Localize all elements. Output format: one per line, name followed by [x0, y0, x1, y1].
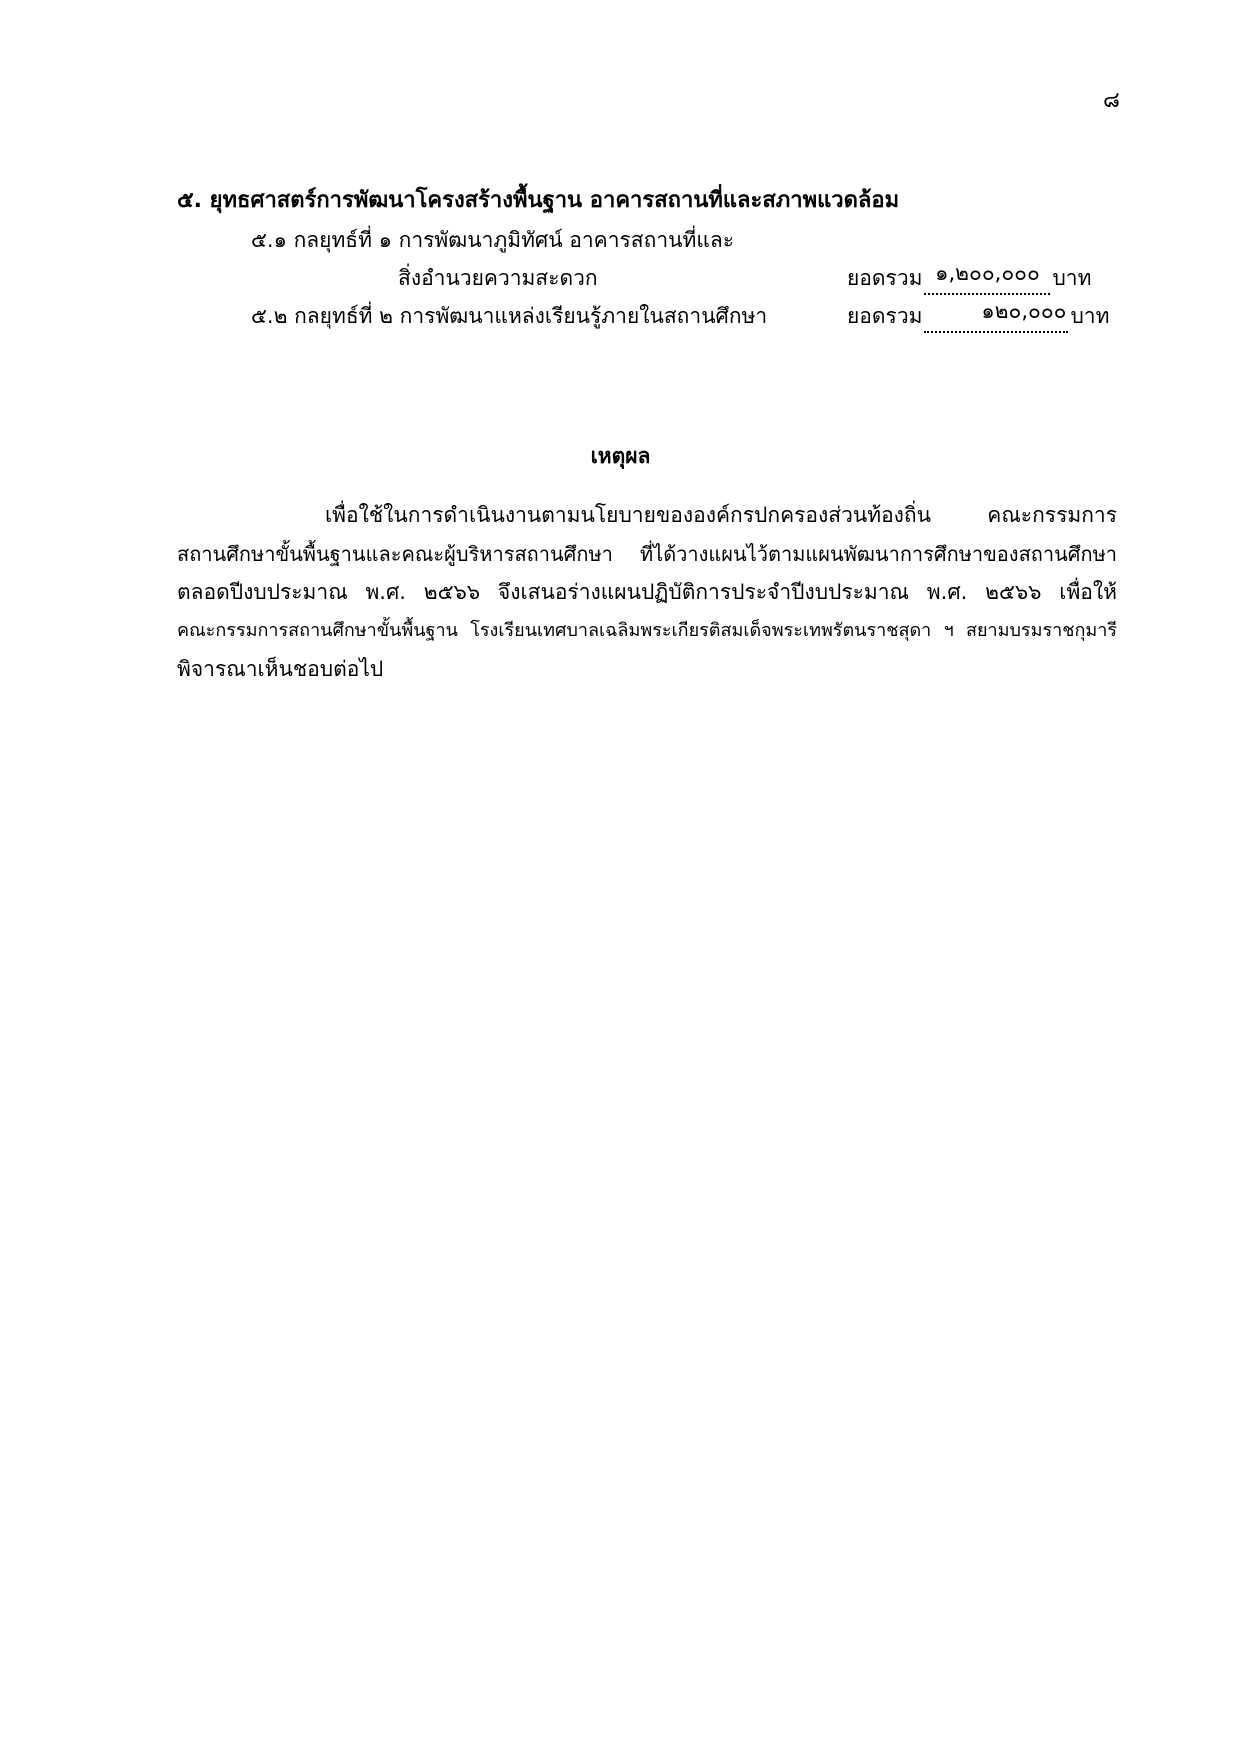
strategy-2-total [847, 300, 1117, 333]
reason-line: คณะกรรมการสถานศึกษาขั้นพื้นฐาน โรงเรียนเทศบาลเฉลิมพระเกียรติสมเด็จพระเทพรัตนราชสุดา ฯ สยามบรมราชกุมารี [177, 619, 1117, 641]
strategy-1-line-2: สิ่งอำนวยความสะดวก [398, 266, 598, 290]
strategy-2-total-label: ยอดรวม [847, 304, 923, 328]
reason-line: พิจารณาเห็นชอบต่อไป [177, 657, 384, 681]
strategy-1-line-1: ๕.๑ กลยุทธ์ที่ ๑ การพัฒนาภูมิทัศน์ อาคารสถานที่และ [251, 228, 735, 252]
page-number: ๘ [1103, 88, 1120, 113]
reason-line: เพื่อใช้ในการดำเนินงานตามนโยบายขององค์กรปกครองส่วนท้องถิ่น คณะกรรมการ [325, 503, 1117, 527]
strategy-2-line-1: ๕.๒ กลยุทธ์ที่ ๒ การพัฒนาแหล่งเรียนรู้ภายในสถานศึกษา [251, 304, 768, 328]
reason-line: ตลอดปีงบประมาณ พ.ศ. ๒๕๖๖ จึงเสนอร่างแผนปฏิบัติการประจำปีงบประมาณ พ.ศ. ๒๕๖๖ เพื่อให้ [177, 580, 1117, 604]
strategy-2-unit: บาท [1070, 304, 1110, 328]
reason-paragraph [177, 496, 1117, 689]
strategy-1-amount: ๑,๒๐๐,๐๐๐ [924, 262, 1050, 295]
strategy-1-total-label: ยอดรวม [847, 266, 923, 290]
strategy-1-total [847, 262, 1117, 295]
reason-line: สถานศึกษาขั้นพื้นฐานและคณะผู้บริหารสถานศึกษา ที่ได้วางแผนไว้ตามแผนพัฒนาการศึกษาของสถานศึกษา [177, 541, 1117, 566]
section-heading: ๕. ยุทธศาสตร์การพัฒนาโครงสร้างพื้นฐาน อาคารสถานที่และสภาพแวดล้อม [177, 188, 900, 213]
strategy-2-amount: ๑๒๐,๐๐๐ [924, 300, 1068, 333]
strategy-1-unit: บาท [1052, 266, 1092, 290]
reason-title: เหตุผล [590, 444, 651, 468]
